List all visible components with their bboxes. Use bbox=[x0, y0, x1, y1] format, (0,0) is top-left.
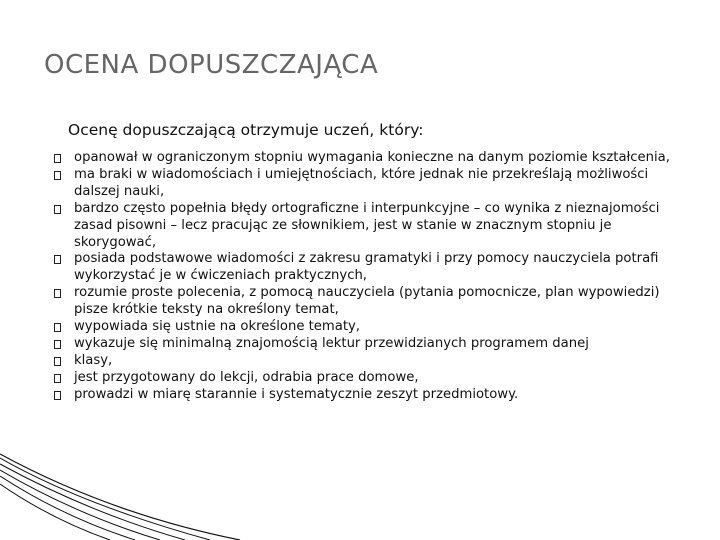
criteria-list bbox=[54, 150, 684, 404]
list-item-text: bardzo często popełnia błędy ortograficzne i interpunkcyjne – co wynika z nieznajomości zasad pisowni – lecz pracując ze słownikiem, jest w stanie w znacznym stopniu je skorygować, bbox=[74, 200, 660, 250]
list-item-text: opanował w ograniczonym stopniu wymagania konieczne na danym poziomie kształcenia, bbox=[74, 150, 670, 165]
square-bullet-icon bbox=[54, 171, 61, 180]
square-bullet-icon bbox=[54, 154, 61, 163]
list-item bbox=[54, 353, 684, 370]
square-bullet-icon bbox=[54, 323, 61, 332]
list-item bbox=[54, 285, 684, 319]
square-bullet-icon bbox=[54, 289, 61, 298]
list-item bbox=[54, 319, 684, 336]
list-item bbox=[54, 167, 684, 201]
list-item-text: klasy, bbox=[74, 352, 113, 368]
list-item-text: wykazuje się minimalną znajomością lektur przewidzianych programem danej bbox=[74, 335, 589, 351]
list-item-text: ma braki w wiadomościach i umiejętnościach, które jednak nie przekreślają możliwości dalszej nauki, bbox=[74, 166, 649, 199]
square-bullet-icon bbox=[54, 340, 61, 349]
list-item-text: posiada podstawowe wiadomości z zakresu gramatyki i przy pomocy nauczyciela potrafi wykorzystać je w ćwiczeniach praktycznych, bbox=[74, 251, 659, 284]
square-bullet-icon bbox=[54, 205, 61, 214]
list-item bbox=[54, 387, 684, 404]
corner-wave-decoration bbox=[0, 452, 720, 540]
square-bullet-icon bbox=[54, 391, 61, 400]
list-item-text: wypowiada się ustnie na określone tematy, bbox=[74, 319, 360, 335]
list-item bbox=[54, 370, 684, 387]
square-bullet-icon bbox=[54, 357, 61, 366]
list-item bbox=[54, 150, 684, 167]
intro-text: Ocenę dopuszczającą otrzymuje uczeń, który: bbox=[68, 121, 424, 139]
list-item bbox=[54, 251, 684, 285]
square-bullet-icon bbox=[54, 255, 61, 264]
slide-title: OCENA DOPUSZCZAJĄCA bbox=[44, 50, 379, 80]
square-bullet-icon bbox=[54, 374, 61, 383]
list-item bbox=[54, 336, 684, 353]
list-item-text: prowadzi w miarę starannie i systematycznie zeszyt przedmiotowy. bbox=[74, 386, 519, 402]
list-item-text: jest przygotowany do lekcji, odrabia prace domowe, bbox=[74, 369, 419, 385]
list-item-text: rozumie proste polecenia, z pomocą nauczyciela (pytania pomocnicze, plan wypowiedzi) pisze krótkie teksty na określony temat, bbox=[74, 285, 660, 318]
list-item bbox=[54, 201, 684, 252]
